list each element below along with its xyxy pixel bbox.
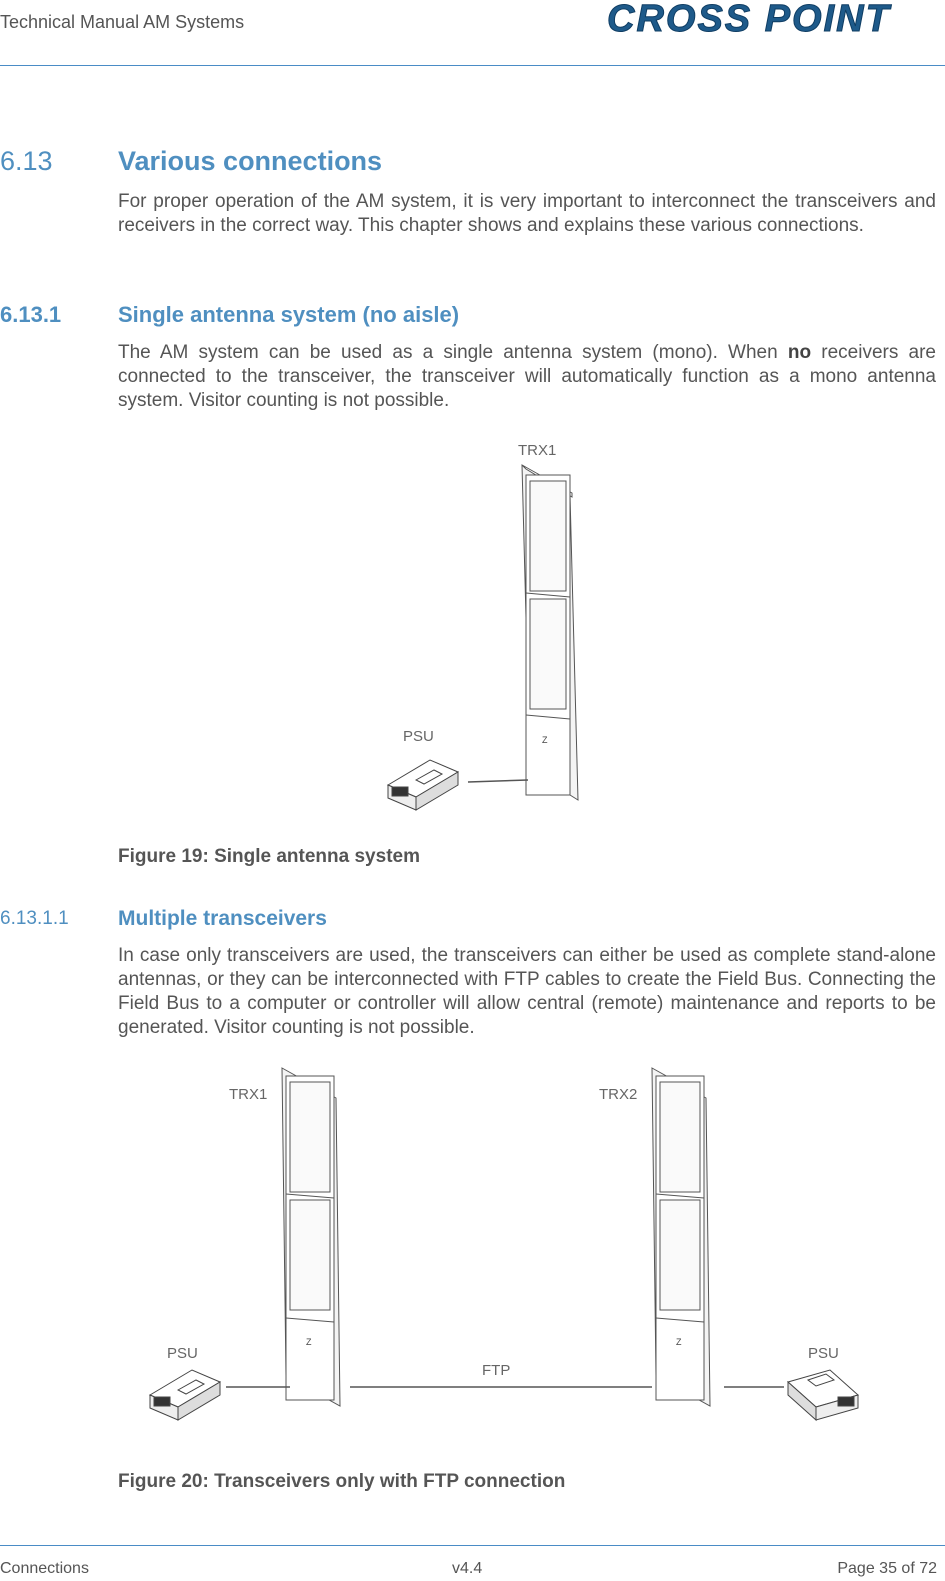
svg-text:Z: Z — [306, 1337, 312, 1347]
ftp-label: FTP — [482, 1362, 511, 1379]
subsection-paragraph: The AM system can be used as a single antenna system (mono). When no receivers are connected to the transceiver, the transceiver will automatically function as a mono antenna system. Visitor counting is not possible. — [118, 342, 936, 411]
transceiver-1 — [282, 1068, 340, 1406]
header-divider — [0, 65, 945, 66]
subsubsection-paragraph: In case only transceivers are used, the transceivers can either be used as complete stand-alone antennas, or they can be interconnected with FTP cables to create the Field Bus. Connecting the Field Bus to a computer or controller will allow central (remote) maintenance and reports to be generated. Visitor counting is not possible. — [118, 945, 936, 1038]
footer-divider — [0, 1545, 945, 1546]
trx1-label: TRX1 — [518, 442, 557, 459]
section-intro: For proper operation of the AM system, it is very important to interconnect the transceivers and receivers in the correct way. This chapter shows and explains these various connections. — [118, 191, 936, 236]
psu-left-label: PSU — [167, 1345, 198, 1362]
svg-text:CROSS POINT: CROSS POINT — [607, 0, 891, 40]
subsubsection-title: Multiple transceivers — [118, 907, 327, 930]
svg-text:Z: Z — [542, 735, 548, 745]
cross-point-logo — [607, 0, 937, 45]
trx1-label: TRX1 — [229, 1086, 268, 1103]
subsubsection-number: 6.13.1.1 — [0, 908, 69, 929]
section-number: 6.13 — [0, 146, 53, 176]
psu-label: PSU — [403, 728, 434, 745]
footer-page-number: Page 35 of 72 — [837, 1560, 937, 1577]
figure-20-diagram — [140, 1060, 880, 1440]
transceiver-antenna — [522, 465, 578, 800]
bold-no: no — [787, 342, 812, 363]
psu-box — [388, 760, 458, 810]
figure-20-caption: Figure 20: Transceivers only with FTP connection — [118, 1471, 566, 1492]
psu-left-box — [150, 1370, 220, 1420]
trx2-label: TRX2 — [599, 1086, 638, 1103]
psu-right-box — [788, 1370, 858, 1420]
footer-chapter: Connections — [0, 1560, 89, 1577]
transceiver-2 — [652, 1068, 710, 1406]
psu-right-label: PSU — [808, 1345, 839, 1362]
document-title: Technical Manual AM Systems — [0, 12, 245, 32]
psu-cable — [468, 780, 528, 782]
footer-version: v4.4 — [452, 1560, 483, 1577]
svg-text:Z: Z — [676, 1337, 682, 1347]
subsection-title: Single antenna system (no aisle) — [118, 302, 460, 327]
figure-19-diagram — [380, 435, 600, 820]
figure-19-caption: Figure 19: Single antenna system — [118, 846, 420, 867]
subsection-number: 6.13.1 — [0, 302, 62, 327]
section-title: Various connections — [118, 146, 383, 176]
